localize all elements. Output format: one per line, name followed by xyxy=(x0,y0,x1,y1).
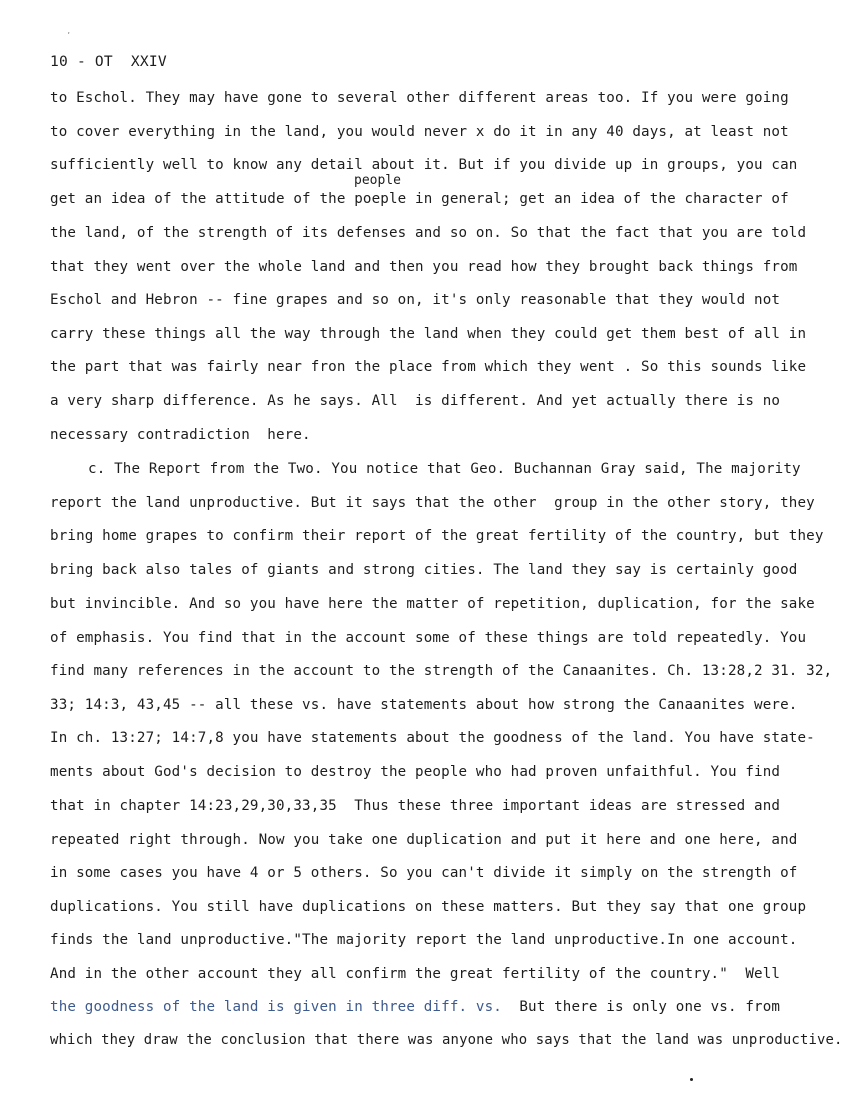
text-line: that in chapter 14:23,29,30,33,35 Thus these three important ideas are stressed and xyxy=(50,798,781,814)
text-line: repeated right through. Now you take one duplication and put it here and one here, and xyxy=(50,832,798,848)
text-line: to Eschol. They may have gone to several other different areas too. If you were going xyxy=(50,90,789,106)
text-line: ments about God's decision to destroy the people who had proven unfaithful. You find xyxy=(50,764,781,780)
text-line: in some cases you have 4 or 5 others. So you can't divide it simply on the strength of xyxy=(50,865,798,881)
page-header: 10 - OT XXIV xyxy=(50,53,167,70)
text-line: of emphasis. You find that in the account some of these things are told repeatedly. You xyxy=(50,630,807,646)
text-line: carry these things all the way through the land when they could get them best of all in xyxy=(50,326,807,342)
text-line: the part that was fairly near fron the place from which they went . So this sounds like xyxy=(50,359,807,375)
text-line: the land, of the strength of its defenses and so on. So that the fact that you are told xyxy=(50,225,807,241)
text-line: Eschol and Hebron -- fine grapes and so on, it's only reasonable that they would not xyxy=(50,292,781,308)
text-line: but invincible. And so you have here the matter of repetition, duplication, for the sake xyxy=(50,596,815,612)
corner-mark: ˑ xyxy=(66,30,72,40)
text-line: 33; 14:3, 43,45 -- all these vs. have statements about how strong the Canaanites were. xyxy=(50,697,798,713)
blue-ink-fragment: the goodness of the land is given in three diff. vs. xyxy=(50,999,502,1015)
text-line: a very sharp difference. As he says. All is different. And yet actually there is no xyxy=(50,393,781,409)
text-line: duplications. You still have duplications on these matters. But they say that one group xyxy=(50,899,807,915)
text-line: report the land unproductive. But it says that the other group in the other story, they xyxy=(50,495,815,511)
text-line: to cover everything in the land, you would never x do it in any 40 days, at least not xyxy=(50,124,789,140)
text-line: sufficiently well to know any detail about it. But if you divide up in groups, you can xyxy=(50,157,798,173)
stray-ink-dot xyxy=(690,1078,693,1081)
text-line-mixed xyxy=(50,998,780,1016)
text-line: finds the land unproductive."The majority report the land unproductive.In one account. xyxy=(50,932,798,948)
text-line: that they went over the whole land and then you read how they brought back things from xyxy=(50,259,798,275)
text-line: And in the other account they all confirm the great fertility of the country." Well xyxy=(50,966,781,982)
section-heading-line: c. The Report from the Two. You notice that Geo. Buchannan Gray said, The majority xyxy=(88,461,801,477)
text-line: which they draw the conclusion that there was anyone who says that the land was unproductive. xyxy=(50,1032,843,1048)
line-tail: But there is only one vs. from xyxy=(501,999,781,1015)
interlinear-correction: people xyxy=(354,173,401,188)
text-line: bring back also tales of giants and strong cities. The land they say is certainly good xyxy=(50,562,798,578)
text-line: get an idea of the attitude of the poeple in general; get an idea of the character of xyxy=(50,191,789,207)
text-line: bring home grapes to confirm their report of the great fertility of the country, but they xyxy=(50,528,824,544)
text-line: In ch. 13:27; 14:7,8 you have statements about the goodness of the land. You have state- xyxy=(50,730,815,746)
text-line: find many references in the account to the strength of the Canaanites. Ch. 13:28,2 31. 32, xyxy=(50,663,833,679)
text-line: necessary contradiction here. xyxy=(50,427,311,443)
